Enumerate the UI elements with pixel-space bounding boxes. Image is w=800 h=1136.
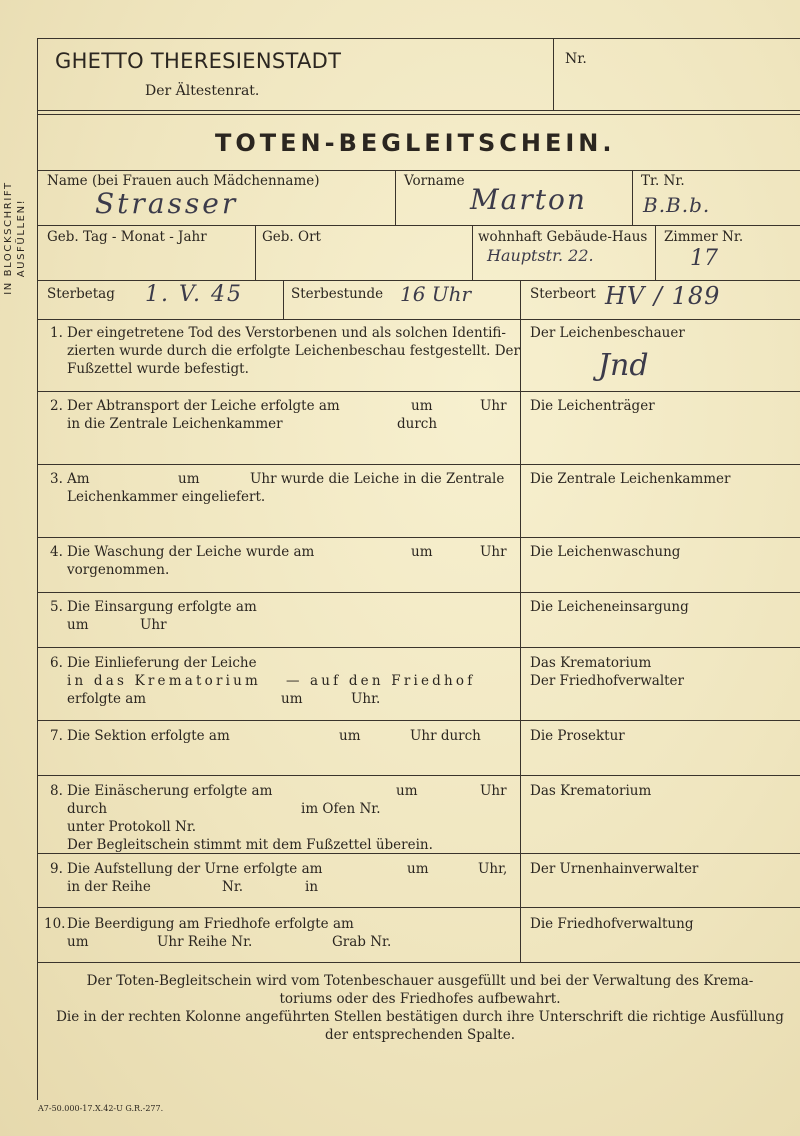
footer-notes [40,972,800,1044]
row-line [37,592,800,593]
row-number: 4. [50,544,63,560]
row-uhr: Uhr [480,398,507,414]
row-um: um [178,471,200,487]
footer-line: toriums oder des Friedhofes aufbewahrt. [279,991,561,1007]
row-um: um [411,544,433,560]
row-right-label: Die Friedhofverwaltung [530,916,694,932]
row-line [37,464,800,465]
grid-line [395,170,396,225]
vorname-value: Marton [470,183,587,216]
row-number: 7. [50,728,63,744]
row-um: um [67,617,89,633]
sterbestunde-label: Sterbestunde [291,286,384,302]
top-border [37,38,800,39]
row-line [37,720,800,721]
grid-line [472,225,473,280]
nr-divider [553,38,554,110]
header-divider [37,110,800,111]
row-line [37,647,800,648]
row-line [37,775,800,776]
grid-line [37,280,800,281]
row-text: Der Abtransport der Leiche erfolgte am [67,398,340,414]
zimmer-value: 17 [690,246,718,271]
wohnhaft-label: wohnhaft Gebäude-Haus [478,229,648,245]
name-value: Strasser [95,187,239,220]
grid-line [37,319,800,320]
row-um: um [411,398,433,414]
row-text: auf den Friedhof [310,673,476,689]
row-durch: durch [397,416,438,432]
row-text: Die Sektion erfolgte am [67,728,230,744]
footer-line: Die in der rechten Kolonne angeführten Stellen bestätigen durch ihre Unterschrift die richtige Ausfüllung [56,1009,784,1025]
print-code: A7-50.000-17.X.42-U G.R.-277. [38,1104,164,1113]
row-number: 2. [50,398,63,414]
row-right-label: Die Leichenwaschung [530,544,681,560]
name-label: Name (bei Frauen auch Mädchenname) [47,173,320,189]
row-text: unter Protokoll Nr. [67,819,197,835]
row-um: um [67,934,89,950]
geb-tag-label: Geb. Tag - Monat - Jahr [47,229,207,245]
row-line [37,391,800,392]
sterbeort-label: Sterbeort [530,286,596,302]
signature: Jnd [598,348,649,383]
row-number: 6. [50,655,63,671]
row-um: um [281,691,303,707]
header-divider-2 [37,114,800,115]
row-line [37,962,800,963]
row-line [37,907,800,908]
row-text: im Ofen Nr. [301,801,381,817]
row-uhr: Uhr, [478,861,508,877]
row-text: in [305,879,319,895]
row-uhr: Uhr [480,544,507,560]
row-text: Die Waschung der Leiche wurde am [67,544,315,560]
row-number: 3. [50,471,63,487]
council-name: Der Ältestenrat. [145,83,260,99]
grid-line [37,225,800,226]
row-right-label: Die Zentrale Leichenkammer [530,471,731,487]
row-text: Der eingetretene Tod des Verstorbenen und als solchen Identifi- [67,325,506,341]
row-um: um [396,783,418,799]
row-right-label: Das Krematorium [530,655,652,671]
row-uhr: Uhr [480,783,507,799]
sterbestunde-value: 16 Uhr [400,282,472,306]
row-text: Grab Nr. [332,934,392,950]
row-text: Leichenkammer eingeliefert. [67,489,266,505]
row-uhr: Uhr [140,617,167,633]
grid-line [632,170,633,225]
footer-line: Der Toten-Begleitschein wird vom Totenbeschauer ausgefüllt und bei der Verwaltung des Krema- [86,973,754,989]
grid-line [283,280,284,319]
row-text: Der Begleitschein stimmt mit dem Fußzettel überein. [67,837,433,853]
vorname-label: Vorname [404,173,465,189]
row-number: 10. [44,916,66,932]
row-number: 8. [50,783,63,799]
row-text: Die Aufstellung der Urne erfolgte am [67,861,323,877]
sterbeort-value: HV / 189 [605,282,721,310]
tr-nr-label: Tr. Nr. [641,173,685,189]
row-text: Nr. [222,879,244,895]
row-durch: durch [67,801,108,817]
row-uhr: Uhr Reihe Nr. [157,934,253,950]
left-border [37,38,38,1100]
row-text: Die Einäscherung erfolgte am [67,783,273,799]
row-text: in die Zentrale Leichenkammer [67,416,283,432]
grid-line [255,225,256,280]
row-right-label: Der Leichenbeschauer [530,325,685,341]
row-uhr: Uhr durch [410,728,481,744]
row-text: Uhr wurde die Leiche in die Zentrale [250,471,505,487]
row-right-label: Die Prosektur [530,728,625,744]
row-right-label: Die Leicheneinsargung [530,599,689,615]
row-right-label: Der Urnenhainverwalter [530,861,699,877]
row-right-label: Das Krematorium [530,783,652,799]
row-dash: — [286,673,300,689]
sidebar-line-2: AUSFÜLLEN! [16,198,27,278]
nr-label: Nr. [565,51,587,67]
geb-ort-label: Geb. Ort [262,229,321,245]
sterbetag-value: 1. V. 45 [145,282,244,307]
row-number: 9. [50,861,63,877]
row-number: 5. [50,599,63,615]
tr-nr-value: B.B.b. [643,193,711,217]
row-text: zierten wurde durch die erfolgte Leichenbeschau festgestellt. Der [67,343,520,359]
row-text: vorgenommen. [67,562,170,578]
grid-line [655,225,656,280]
row-text: in das Krematorium [67,673,262,689]
right-column-divider [520,280,521,962]
row-number: 1. [50,325,63,341]
row-text: Fußzettel wurde befestigt. [67,361,249,377]
row-text: in der Reihe [67,879,151,895]
sidebar-instruction [2,153,28,323]
sterbetag-label: Sterbetag [47,286,115,302]
row-um: um [339,728,361,744]
page-title: TOTEN-BEGLEITSCHEIN. [215,129,616,157]
row-right-label: Die Leichenträger [530,398,655,414]
footer-line: der entsprechenden Spalte. [324,1027,515,1043]
grid-line [37,170,800,171]
row-text: Die Beerdigung am Friedhofe erfolgte am [67,916,354,932]
row-right-label: Der Friedhofverwalter [530,673,685,689]
sidebar-line-1: IN BLOCKSCHRIFT [3,181,14,295]
org-title: GHETTO THERESIENSTADT [55,49,342,73]
row-text: Die Einlieferung der Leiche [67,655,257,671]
row-line [37,537,800,538]
wohnhaft-value: Hauptstr. 22. [487,246,594,265]
row-uhr: Uhr. [351,691,381,707]
zimmer-label: Zimmer Nr. [664,229,744,245]
row-text: erfolgte am [67,691,147,707]
row-text: Die Einsargung erfolgte am [67,599,257,615]
row-um: um [407,861,429,877]
row-text: Am [67,471,90,487]
